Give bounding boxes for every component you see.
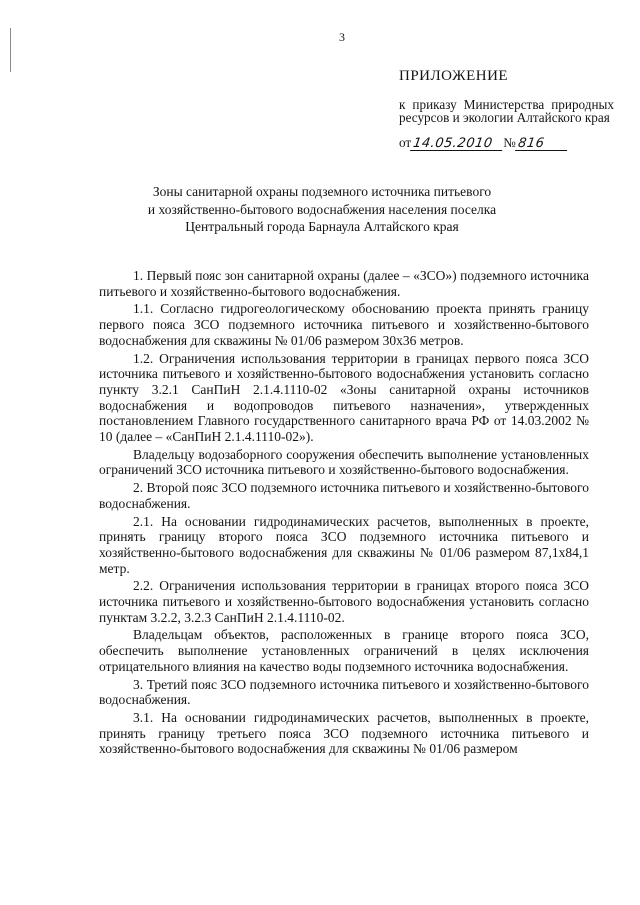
handwritten-number: 816 [515, 137, 569, 151]
title-line: и хозяйственно-бытового водоснабжения населения поселка [147, 201, 497, 217]
page-number: 3 [339, 30, 345, 44]
document-body [99, 268, 589, 759]
paragraph-1: 1. Первый пояс зон санитарной охраны (далее – «ЗСО») подземного источника питьевого и хозяйственно-бытового водоснабжения. [99, 268, 589, 299]
date-prefix: от [399, 135, 412, 150]
paragraph-3: 3. Третий пояс ЗСО подземного источника питьевого и хозяйственно-бытового водоснабжения. [99, 676, 589, 708]
appendix-reference: к приказу Министерства природных ресурсов и экологии Алтайского края [399, 97, 614, 125]
paragraph-2: 2. Второй пояс ЗСО подземного источника питьевого и хозяйственно-бытового водоснабжения. [99, 480, 589, 511]
scan-margin-line [10, 28, 11, 72]
title-line: Центральный города Барнаула Алтайского края [185, 219, 459, 234]
document-title [112, 183, 532, 236]
handwritten-date: 14.05.2010 [410, 137, 504, 151]
appendix-date-line [399, 136, 589, 151]
paragraph-2-1: 2.1. На основании гидродинамических расчетов, выполненных в проекте, принять границу второго пояса ЗСО подземного источника питьевого и хозяйственно-бытового водоснабжения для скважины № 01/06 размером 87,1х84,1 метр. [99, 513, 589, 576]
paragraph-owner-duty-1: Владельцу водозаборного сооружения обеспечить выполнение установленных ограничений ЗСО источника питьевого и хозяйственно-бытового водоснабжения. [99, 446, 589, 478]
paragraph-2-2: 2.2. Ограничения использования территории в границах второго пояса ЗСО источника питьевого и хозяйственно-бытового водоснабжения установить согласно пунктам 3.2.2, 3.2.3 СанПиН 2.1.4.1110-02. [99, 578, 589, 625]
paragraph-1-2: 1.2. Ограничения использования территории в границах первого пояса ЗСО источника питьевого и хозяйственно-бытового водоснабжения установить согласно пункту 3.2.1 СанПиН 2.1.4.1110-02 «Зоны санитарной охраны источников водоснабжения и водопроводов питьевого назначения», утвержденных постановлением Главного государственного санитарного врача РФ от 14.03.2002 № 10 (далее – «СанПиН 2.1.4.1110-02»). [99, 350, 589, 445]
paragraph-owner-duty-2: Владельцам объектов, расположенных в границе второго пояса ЗСО, обеспечить выполнение установленных ограничений в целях исключения отрицательного влияния на качество воды подземного источника водоснабжения. [99, 627, 589, 674]
title-line: Зоны санитарной охраны подземного источника питьевого [152, 184, 492, 199]
paragraph-1-1: 1.1. Согласно гидрогеологическому обоснованию проекта принять границу первого пояса ЗСО подземного источника питьевого и хозяйственно-бытового водоснабжения для скважины № 01/06 размером 30х36 метров. [99, 301, 589, 348]
paragraph-3-1: 3.1. На основании гидродинамических расчетов, выполненных в проекте, принять границу третьего пояса ЗСО подземного источника питьевого и хозяйственно-бытового водоснабжения для скважины № 01/06 размером [99, 709, 589, 757]
appendix-title: ПРИЛОЖЕНИЕ [399, 68, 509, 84]
number-prefix: № [503, 135, 516, 150]
